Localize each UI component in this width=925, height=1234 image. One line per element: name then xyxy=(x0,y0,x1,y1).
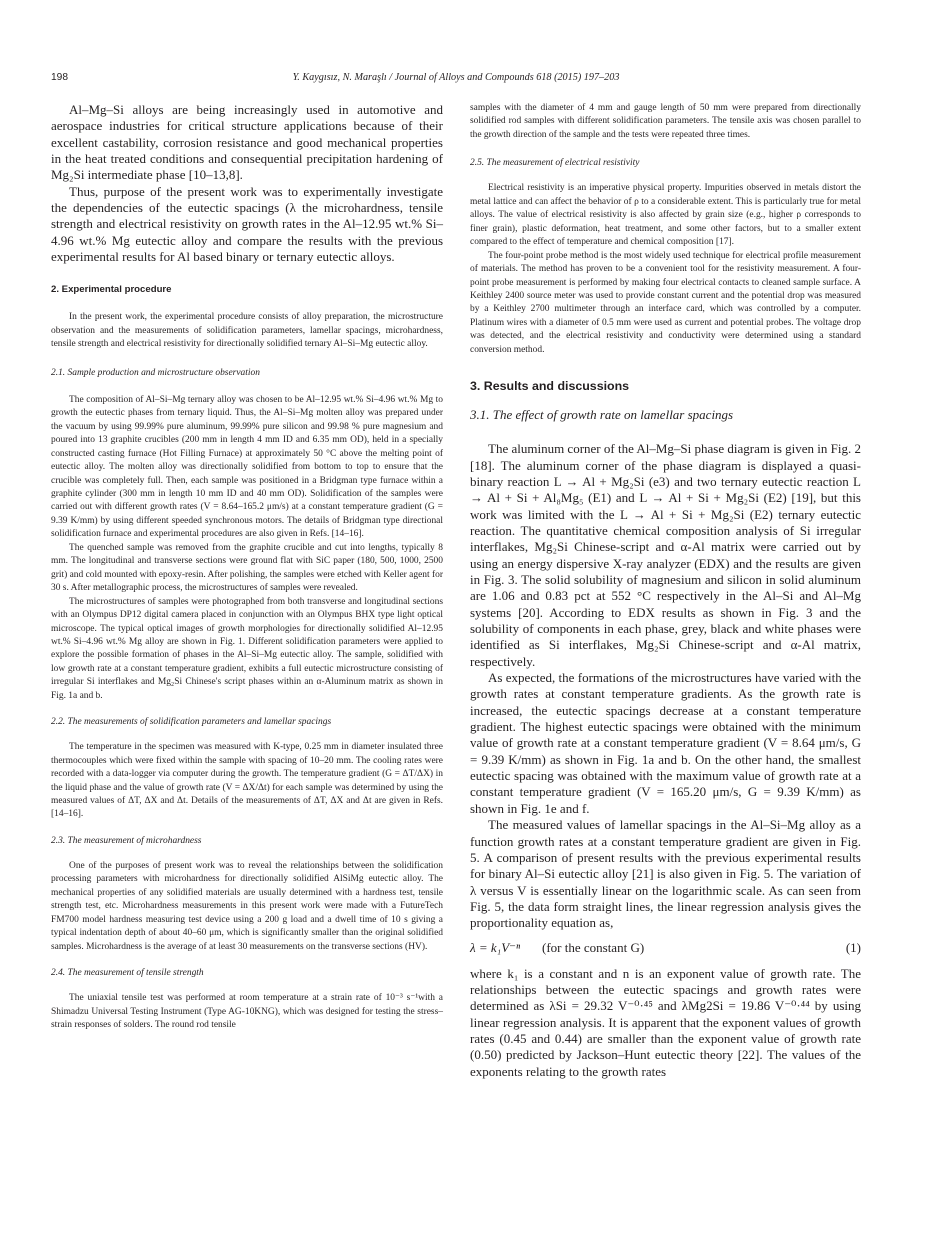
subsection-2-5-heading: 2.5. The measurement of electrical resistivity xyxy=(470,158,640,169)
subsection-2-4-heading: 2.4. The measurement of tensile strength xyxy=(51,968,204,979)
subsection-2-1-paragraph-3: The microstructures of samples were photographed from both transverse and longitudinal sections with an Olympus DP12 digital camera placed in conjunction with an Olympus BHX type light optical microscope. The typical optical images of growth morphologies for directionally solidified Al–12.95 wt.% Si–4.96 wt.% Mg alloy are shown in Fig. 1. Different solidification parameters were applied to explore the possible formation of phases in the Al–Si–Mg eutectic alloy. The sample, solidified with low growth rate at a constant temperature gradient, exhibits a full eutectic microstructure consisting of irregular Si interflakes and Mg₂Si Chinese's script phases within an α-Aluminum matrix as shown in Fig. 1a and b. xyxy=(51,596,443,701)
subsection-2-5-paragraph-1: Electrical resistivity is an imperative physical property. Impurities observed in metals distort the metal lattice and can affect the behavior of ρ to a considerable extent. This is particularly true for metal alloys. The value of electrical resistivity is also affected by grain size (e.g., higher ρ corresponds to finer grain), plastic deformation, heat treatment, and some other factors, but to a smaller extent compared to the effect of temperature and chemical composition [17]. xyxy=(470,183,861,248)
subsection-3-1-paragraph-2: As expected, the formations of the microstructures have varied with the growth rates at constant temperature gradients. As the growth rate is increased, the eutectic spacings decrease at a constant temperature gradient. The highest eutectic spacings were obtained with the minimum value of growth rate at a constant temperature gradient (V = 8.64 μm/s, G = 9.39 K/mm) as shown in Fig. 1a and b. On the other hand, the smallest eutectic spacing was obtained with the maximum value of growth rate at a constant temperature gradient (V = 165.20 μm/s, G = 9.39 K/mm) as shown in Fig. 1e and f. xyxy=(470,670,861,816)
subsection-3-1-heading: 3.1. The effect of growth rate on lamellar spacings xyxy=(470,407,734,423)
intro-paragraph-2: Thus, purpose of the present work was to experimentally investigate the dependencies of the eutectic spacings (λ the microhardness, tensile strength and electrical resistivity on growth rates in the Al–12.95 wt.% Si–4.96 wt.% Mg eutectic alloy and compare the results with the previous experimental results for Al based binary or ternary eutectic alloys. xyxy=(51,183,443,265)
subsection-3-1-paragraph-1: The aluminum corner of the Al–Mg–Si phase diagram is given in Fig. 2 [18]. The aluminum corner of the phase diagram is displayed a quasi-binary reaction L → Al + Mg₂Si (e3) and two ternary eutectic reaction L → Al + Si + Al₈Mg₅ (E1) and L → Al + Si + Mg₂Si (E2) [19], but this work was limited with the L → Al + Si + Mg₂Si (E2) ternary eutectic reaction. The quantitative chemical composition analysis of Si irregular interflakes, Mg₂Si Chinese-script and α-Al matrix were carried out by using an energy dispersive X-ray analyzer (EDX) and the results are given in Fig. 3. The solid solubility of magnesium and silicon in solid aluminum are 1.06 and 0.83 pct at 552 °C respectively in the Al–Si and Al–Mg systems [20]. According to EDX results as shown in Fig. 3 and the solubility of components in each phase, grey, black and white phases were identified as Si interflakes, Mg₂Si Chinese-script and α-Al matrix, respectively. xyxy=(470,441,861,669)
subsection-2-3-paragraph: One of the purposes of present work was to reveal the relationships between the solidification processing parameters with microhardness for directionally solidified AlSiMg eutectic alloy. The mechanical properties of any solidified materials are usually determined with a hardness test, tensile strength test, etc. Microhardness measurements in this present work were made with a FutureTech FM700 model hardness measuring test device using a 200 g load and a dwell time of 10 s giving a typical indentation depth of about 40–60 μm, which is significantly smaller than the original solidified samples. Microhardness is the average of at least 30 measurements on the transverse sections (HV). xyxy=(51,860,443,952)
subsection-2-2-heading: 2.2. The measurements of solidification parameters and lamellar spacings xyxy=(51,717,332,728)
equation-expression: λ = k₁V⁻ⁿ xyxy=(470,939,521,955)
intro-paragraph-1: Al–Mg–Si alloys are being increasingly used in automotive and aerospace industries for critical structure applications because of their excellent castability, corrosion resistance and good mechanical properties in the heat treated conditions and consequential precipitation hardening of Mg₂Si intermediate phase [10–13,8]. xyxy=(51,102,443,183)
subsection-3-1-paragraph-3: The measured values of lamellar spacings in the Al–Si–Mg alloy as a function growth rates at a constant temperature gradient are given in Fig. 5. A comparison of present results with the previous experimental results for binary Al–Si eutectic alloy [21] is also given in Fig. 5. The variation of λ versus V is essentially linear on the logarithmic scale. As can seen from Fig. 5, the data form straight lines, the linear regression analysis gives the proportionality equation as, xyxy=(470,817,861,931)
subsection-2-2-paragraph: The temperature in the specimen was measured with K-type, 0.25 mm in diameter insulated three thermocouples which were fixed within the sample with spacing of 10–20 mm. The cooling rates were recorded with a data-logger via computer during the growth. The temperature gradient (G = ΔT/ΔX) in the liquid phase and the value of growth rate (V = ΔX/Δt) for each sample was determined by using the measured values of ΔT, ΔX and Δt. Details of the measurements of ΔT, ΔX and Δt are given in Refs. [14–16]. xyxy=(51,742,443,820)
section-3-heading: 3. Results and discussions xyxy=(470,379,630,394)
equation-1 xyxy=(470,940,861,958)
page-number: 198 xyxy=(51,72,68,83)
equation-number: (1) xyxy=(845,939,861,955)
section-2-paragraph: In the present work, the experimental procedure consists of alloy preparation, the microstructure observation and the measurements of solidification parameters, lamellar spacings, microhardness, tensile strength and electrical resistivity for directionally solidified ternary Al–Si–Mg eutectic alloy. xyxy=(51,312,443,350)
equation-condition: (for the constant G) xyxy=(542,939,645,955)
left-column xyxy=(51,102,443,1032)
right-column xyxy=(470,102,861,1080)
subsection-2-4-paragraph: The uniaxial tensile test was performed at room temperature at a strain rate of 10⁻³ s⁻¹with a Shimadzu Universal Testing Instrument (Type AG-10KNG), which was designed for testing the stress–strain responses of solders. The round rod tensile xyxy=(51,993,443,1031)
section-2-heading: 2. Experimental procedure xyxy=(51,284,172,296)
subsection-2-1-paragraph-1: The composition of Al–Si–Mg ternary alloy was chosen to be Al–12.95 wt.% Si–4.96 wt.% Mg to growth the eutectic phases from ternary liquid. Thus, the Al–Si–Mg molten alloy was prepared under the vacuum by using 99.99% pure aluminum, 99.99% pure silicon and 99.98 % pure magnesium and poured into 13 graphite crucibles (200 mm in length 4 mm ID and 6.35 mm OD), held in a specially constructed casting furnace (Hot Filling Furnace) at approximately 50 °C above the melting point of eutectic alloy. The molten alloy was directionally solidified from bottom to top to ensure that the crucible was completely full. Then, each sample was positioned in a Bridgman type furnace within a graphite cylinder (300 mm in length 10 mm ID and 40 mm OD). Solidification of the samples were carried out with different growth rates (V = 8.64–165.2 μm/s) at a constant temperature gradient (G = 9.39 K/mm) by using different speeded synchronous motors. The details of Bridgman type directional solidification furnace and experimental procedures are also given in Refs. [14–16]. xyxy=(51,394,443,540)
subsection-2-3-heading: 2.3. The measurement of microhardness xyxy=(51,835,202,846)
subsection-2-1-paragraph-2: The quenched sample was removed from the graphite crucible and cut into lengths, typically 8 mm. The longitudinal and transverse sections were ground flat with SiC paper (180, 500, 1000, 2500 grit) and cold mounted with epoxy-resin. After polishing, the samples were etched with Keller agent for 30 s. After metallographic process, the microstructures of samples were revealed. xyxy=(51,542,443,594)
continued-paragraph: samples with the diameter of 4 mm and gauge length of 50 mm were prepared from directionally solidified rod samples with different solidification parameters. The tensile axis was chosen parallel to the growth direction of the sample and the tests were repeated three times. xyxy=(470,103,861,140)
subsection-3-1-paragraph-4: where k₁ is a constant and n is an exponent value of growth rate. The relationships between the eutectic spacings and growth rates were determined as λSi = 29.32 V⁻⁰·⁴⁵ and λMg2Si = 19.86 V⁻⁰·⁴⁴ by using linear regression analysis. It is apparent that the exponent values of growth rates (0.45 and 0.44) are smaller than the exponent value of growth rate (0.50) predicted by Jackson–Hunt eutectic theory [22]. The values of the exponents relating to the growth rates xyxy=(470,965,861,1079)
running-title: Y. Kaygısız, N. Maraşlı / Journal of Alloys and Compounds 618 (2015) 197–203 xyxy=(292,72,620,83)
subsection-2-1-heading: 2.1. Sample production and microstructure observation xyxy=(51,367,260,378)
subsection-2-5-paragraph-2: The four-point probe method is the most widely used technique for electrical profile measurement of materials. The method has proven to be a convenient tool for the resistivity measurement. A four-point probe measurement is performed by making four electrical contacts to cleaned sample surface. A Keithley 2400 source meter was used to provide constant current and the potential drop was measured by a Keithley 2700 multimeter through an interface card, which was controlled by a computer. Platinum wires with a diameter of 0.5 mm were used as current and potential probes. The voltage drop was detected, and the electrical resistivity and conductivity were determined using a standard conversion method. xyxy=(470,250,861,355)
